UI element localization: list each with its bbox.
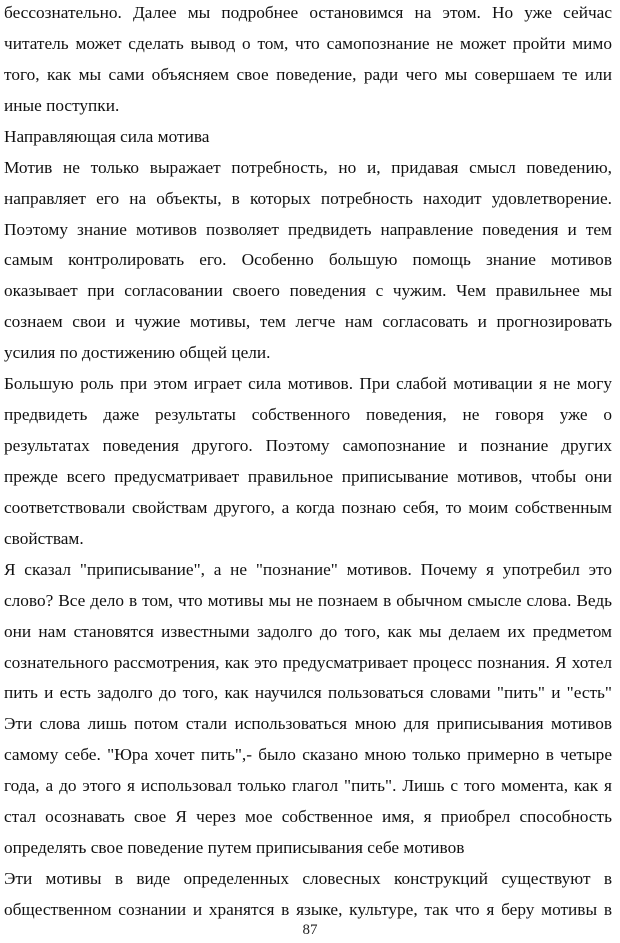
text-line: Я сказал "приписывание", а не "познание" мотивов. Почему я употребил это — [4, 560, 612, 579]
text-line: сознательного рассмотрения, как это предусматривает процесс познания. Я хотел — [4, 653, 612, 672]
text-line: пить и есть задолго до того, как научился пользоваться словами "пить" и "есть" — [4, 683, 612, 702]
text-line: предвидеть даже результаты собственного поведения, не говоря уже о — [4, 405, 612, 424]
text-line: они нам становятся известными задолго до того, как мы делаем их предметом — [4, 622, 612, 641]
text-line: Эти слова лишь потом стали использоваться мною для приписывания мотивов — [4, 714, 612, 733]
text-line: иные поступки. — [4, 96, 120, 115]
text-line: Поэтому знание мотивов позволяет предвидеть направление поведения и тем — [4, 220, 612, 239]
text-line: направляет его на объекты, в которых потребность находит удовлетворение. — [4, 189, 612, 208]
text-line: года, а до этого я использовал только глагол "пить". Лишь с того момента, как я — [4, 776, 612, 795]
section-heading: Направляющая сила мотива — [4, 127, 210, 146]
text-line: результатах поведения другого. Поэтому самопознание и познание других — [4, 436, 612, 455]
text-line: читатель может сделать вывод о том, что самопознание не может пройти мимо — [4, 34, 612, 53]
text-line: прежде всего предусматривает правильное приписывание мотивов, чтобы они — [4, 467, 612, 486]
text-line: самому себе. "Юра хочет пить",- было сказано мною только примерно в четыре — [4, 745, 612, 764]
text-line: Большую роль при этом играет сила мотивов. При слабой мотивации я не могу — [4, 374, 612, 393]
text-line: соответствовали свойствам другого, а когда познаю себя, то моим собственным — [4, 498, 612, 517]
text-line: Мотив не только выражает потребность, но и, придавая смысл поведению, — [4, 158, 612, 177]
page-number: 87 — [302, 922, 318, 938]
text-line: общественном сознании и хранятся в языке, культуре, так что я беру мотивы в — [4, 900, 612, 919]
text-line: свойствам. — [4, 529, 84, 548]
text-line: самым контролировать его. Особенно большую помощь знание мотивов — [4, 250, 612, 269]
text-line: Эти мотивы в виде определенных словесных конструкций существуют в — [4, 869, 612, 888]
text-line: сознаем свои и чужие мотивы, тем легче нам согласовать и прогнозировать — [4, 312, 612, 331]
text-line: того, как мы сами объясняем свое поведение, ради чего мы совершаем те или — [4, 65, 612, 84]
text-line: слово? Все дело в том, что мотивы мы не познаем в обычном смысле слова. Ведь — [4, 591, 612, 610]
text-line: усилия по достижению общей цели. — [4, 343, 271, 362]
text-line: оказывает при согласовании своего поведения с чужим. Чем правильнее мы — [4, 281, 612, 300]
text-line: определять свое поведение путем приписывания себе мотивов — [4, 838, 465, 857]
text-line: стал осознавать свое Я через мое собственное имя, я приобрел способность — [4, 807, 612, 826]
text-line: бессознательно. Далее мы подробнее остановимся на этом. Но уже сейчас — [4, 3, 612, 22]
